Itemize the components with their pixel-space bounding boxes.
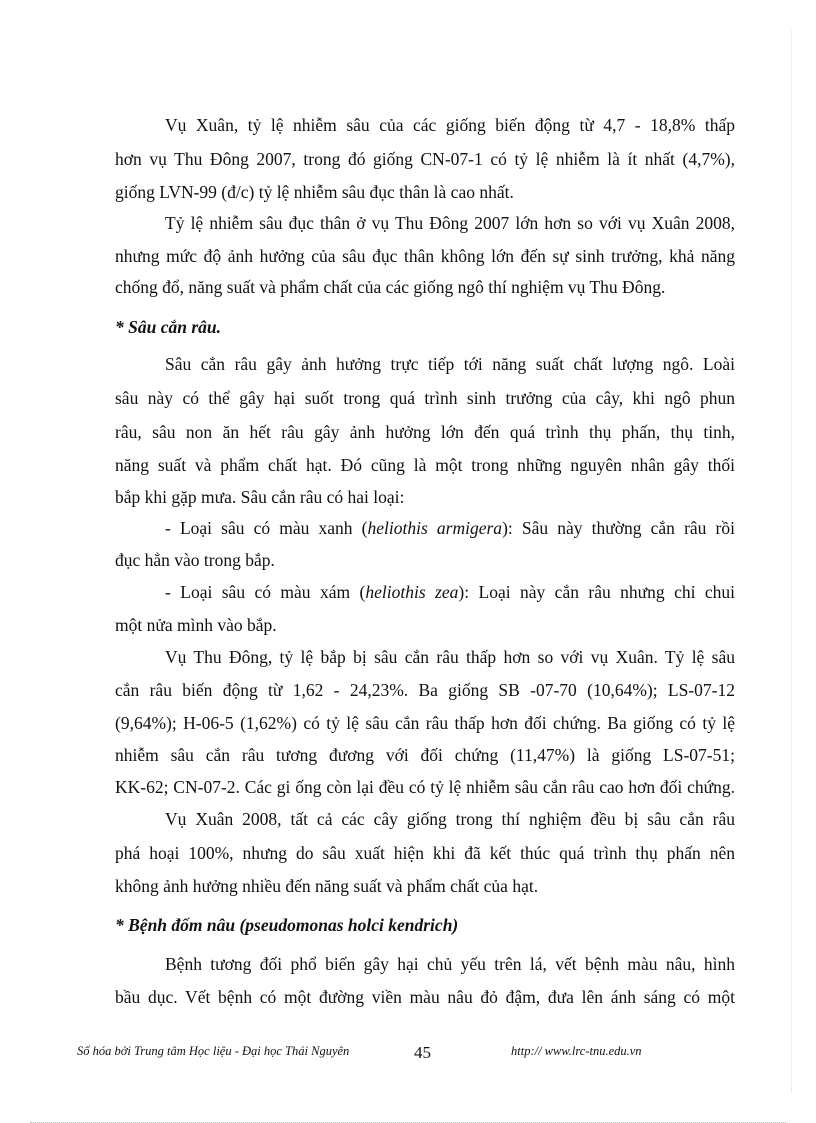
text-line: Bệnh tương đối phổ biến gây hại chủ yếu trên lá, vết bệnh màu nâu, hình bbox=[165, 954, 735, 974]
species-name: heliothis zea bbox=[365, 582, 459, 602]
text-line: một nửa mình vào bắp. bbox=[115, 615, 277, 635]
text-line: Vụ Xuân 2008, tất cả các cây giống trong thí nghiệm đều bị sâu cắn râu bbox=[165, 809, 735, 829]
footer-url: http:// www.lrc-tnu.edu.vn bbox=[511, 1044, 642, 1058]
text-segment: ): Sâu này thường cắn râu rồi bbox=[502, 518, 735, 538]
text-line: nhiễm sâu cắn râu tương đương với đối chứng (11,47%) là giống LS-07-51; bbox=[115, 745, 735, 765]
text-line: năng suất và phẩm chất hạt. Đó cũng là một trong những nguyên nhân gây thối bbox=[115, 455, 735, 475]
text-line: nhưng mức độ ảnh hưởng của sâu đục thân không lớn đến sự sinh trưởng, khả năng bbox=[115, 246, 735, 266]
text-line: Sâu cắn râu gây ảnh hưởng trực tiếp tới năng suất chất lượng ngô. Loài bbox=[165, 354, 735, 374]
text-line: không ảnh hưởng nhiều đến năng suất và phẩm chất của hạt. bbox=[115, 876, 539, 896]
text-line: râu, sâu non ăn hết râu gây ảnh hưởng lớn đến quá trình thụ phấn, thụ tinh, bbox=[115, 422, 735, 442]
text-line: Tỷ lệ nhiễm sâu đục thân ở vụ Thu Đông 2007 lớn hơn so với vụ Xuân 2008, bbox=[165, 213, 735, 233]
page-number: 45 bbox=[414, 1043, 431, 1062]
text-line: giống LVN-99 (đ/c) tỷ lệ nhiễm sâu đục thân là cao nhất. bbox=[115, 182, 514, 202]
species-name: heliothis armigera bbox=[367, 518, 503, 538]
text-segment: - Loại sâu có màu xanh ( bbox=[165, 518, 368, 538]
section-heading: * Bệnh đốm nâu (pseudomonas holci kendrich) bbox=[115, 915, 459, 935]
section-heading: * Sâu cắn râu. bbox=[115, 317, 222, 337]
page-border-right bbox=[791, 30, 792, 1093]
text-line: bầu dục. Vết bệnh có một đường viền màu nâu đỏ đậm, đưa lên ánh sáng có một bbox=[115, 987, 735, 1007]
text-line: phá hoại 100%, nhưng do sâu xuất hiện khi đã kết thúc quá trình thụ phấn nên bbox=[115, 843, 735, 863]
text-line: đục hẳn vào trong bắp. bbox=[115, 550, 275, 570]
text-line: chống đổ, năng suất và phẩm chất của các giống ngô thí nghiệm vụ Thu Đông. bbox=[115, 277, 666, 297]
text-line: Vụ Thu Đông, tỷ lệ bắp bị sâu cắn râu thấp hơn so với vụ Xuân. Tỷ lệ sâu bbox=[165, 647, 735, 667]
text-line: cắn râu biến động từ 1,62 - 24,23%. Ba giống SB -07-70 (10,64%); LS-07-12 bbox=[115, 680, 735, 700]
text-line bbox=[165, 580, 735, 604]
text-line: sâu này có thể gây hại suốt trong quá trình sinh trưởng của cây, khi ngô phun bbox=[115, 388, 735, 408]
text-line: Vụ Xuân, tỷ lệ nhiễm sâu của các giống biến động từ 4,7 - 18,8% thấp bbox=[165, 115, 735, 135]
text-line bbox=[165, 516, 735, 540]
text-segment: ): Loại này cắn râu nhưng chỉ chui bbox=[458, 582, 735, 602]
footer-source: Số hóa bởi Trung tâm Học liệu - Đại học Thái Nguyên bbox=[77, 1044, 350, 1058]
text-line: KK-62; CN-07-2. Các gi ống còn lại đều có tỷ lệ nhiễm sâu cắn râu cao hơn đối chứng. bbox=[115, 777, 735, 797]
text-line: (9,64%); H-06-5 (1,62%) có tỷ lệ sâu cắn râu thấp hơn đối chứng. Ba giống có tỷ lệ bbox=[115, 713, 735, 733]
text-segment: - Loại sâu có màu xám ( bbox=[165, 582, 366, 602]
text-line: bắp khi gặp mưa. Sâu cắn râu có hai loại: bbox=[115, 487, 405, 507]
text-line: hơn vụ Thu Đông 2007, trong đó giống CN-07-1 có tỷ lệ nhiễm là ít nhất (4,7%), bbox=[115, 149, 735, 169]
